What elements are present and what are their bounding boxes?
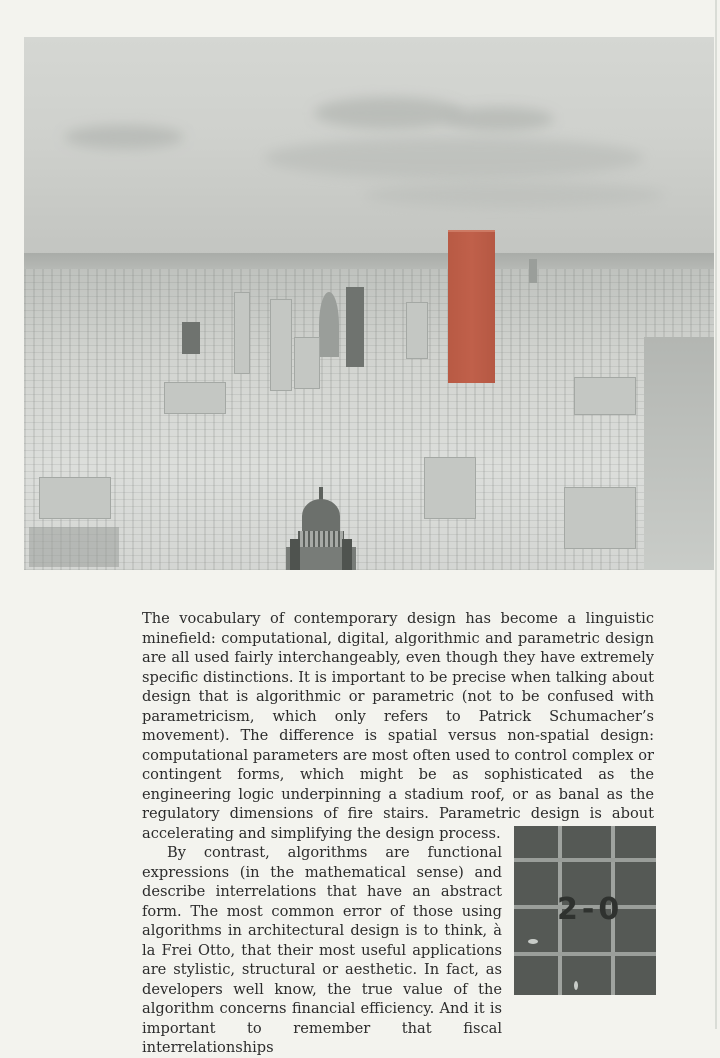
cloud [64, 125, 184, 149]
building [346, 287, 364, 367]
paragraph-2: By contrast, algorithms are functional expressions (in the mathematical sense) and describe interrelations that have an abstract form. The most common error of those using algorithms in architectural design is to think, à la Frei Otto, that their most useful applications are stylistic, structural or aesthetic. In fact, as developers well know, the true value of the algorithm concerns financial efficiency. And it is important to remember that fiscal interrelationships [142, 844, 502, 1056]
cathedral-tower [290, 539, 300, 570]
inset-image [514, 826, 656, 995]
river [644, 337, 714, 570]
page-edge-line [715, 0, 717, 1029]
building [29, 527, 119, 567]
cloud [364, 182, 664, 208]
grid-line [514, 952, 656, 956]
paragraph-1: The vocabulary of contemporary design has become a linguistic minefield: computational, digital, algorithmic and parametric design are all used fairly interchangeably, even though they have extremely specific distinctions. It is important to be precise when talking about design that is algorithmic or parametric (not to be confused with parametricism, which only refers to Patrick Schumacher’s movement). The difference is spatial versus non-spatial design: computational parameters are most often used to control complex or contingent forms, which might be as sophisticated as the engineering logic underpinning a stadium roof, or as banal as the regulatory dimensions of fire stairs. Parametric design is about accelerating and simplifying the design process. [142, 610, 654, 842]
cloud [264, 137, 644, 179]
sky [24, 37, 714, 255]
building [182, 322, 200, 354]
building [39, 477, 111, 519]
cloud [444, 107, 554, 131]
cloud [314, 97, 464, 129]
building [406, 302, 428, 359]
gherkin-building [319, 292, 339, 357]
st-pauls-cathedral [286, 487, 356, 570]
building [164, 382, 226, 414]
speck [528, 939, 538, 944]
speck [574, 981, 578, 990]
building [574, 377, 636, 415]
cathedral-tower [342, 539, 352, 570]
building [424, 457, 476, 519]
grid-line [514, 858, 656, 862]
building [294, 337, 320, 389]
red-tower-highlight [448, 230, 495, 383]
building [234, 292, 250, 374]
dome-cap [302, 499, 340, 533]
building [564, 487, 636, 549]
inset-number: 2-0 [557, 892, 624, 927]
building [529, 259, 537, 283]
hero-image [24, 37, 714, 570]
building [270, 299, 292, 391]
